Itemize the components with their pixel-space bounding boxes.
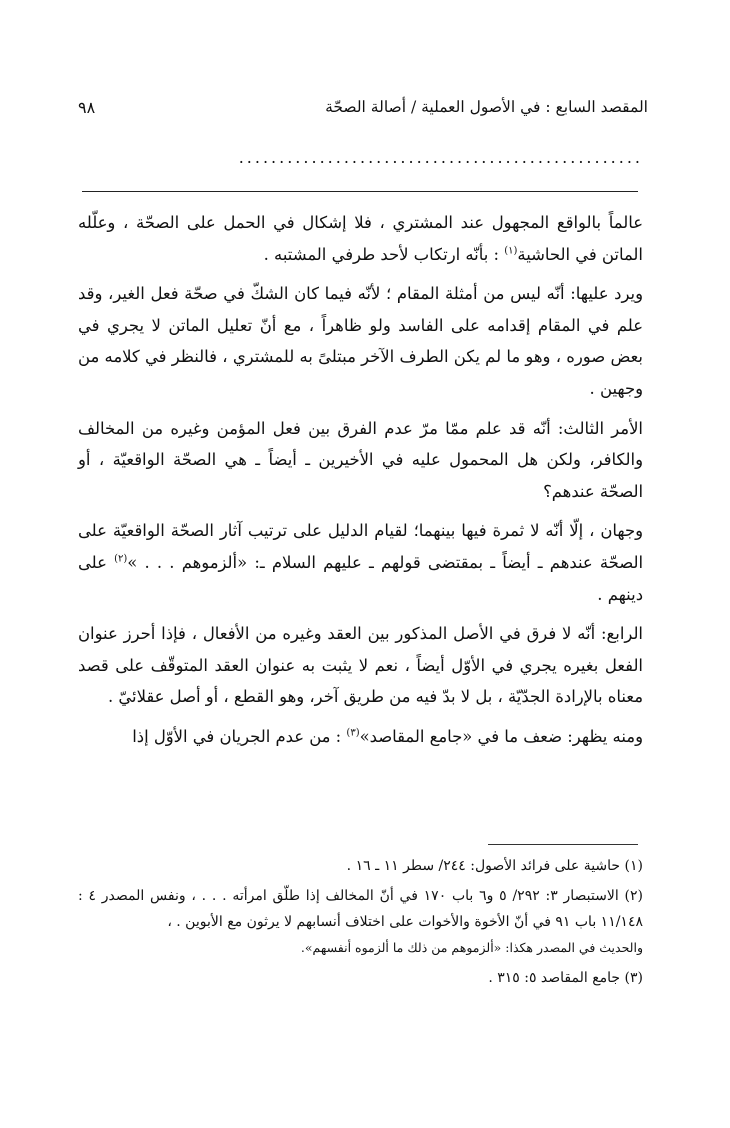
- paragraph-4-text: وجهان ، إلّا أنّه لا ثمرة فيها بينهما؛ لقيام الدليل على ترتيب آثار الصحّة الواقعيّة على الصحّة عندهم ـ أيضاً ـ بمقتضى قولهم ـ عليهم السلام ـ: «ألزموهم . . . »: [78, 521, 643, 572]
- paragraph-4-end: على دينهم .: [78, 552, 643, 604]
- paragraph-1: [78, 207, 643, 270]
- footnotes: [78, 853, 643, 995]
- paragraph-6: [78, 721, 643, 753]
- footnote-1: (١) حاشية على فرائد الأصول: ٢٤٤/ سطر ١١ ـ ١٦ .: [346, 858, 643, 874]
- dotted-separator: ..................................................: [238, 148, 643, 167]
- footnote-ref-3: (٣): [346, 727, 360, 739]
- paragraph-1-text: عالماً بالواقع المجهول عند المشتري ، فلا إشكال في الحمل على الصحّة ، وعلّله الماتن في الحاشية: [78, 213, 643, 264]
- footnote-rule: [488, 844, 638, 845]
- footnote-ref-1: (١): [504, 245, 518, 257]
- running-header: [78, 92, 648, 122]
- paragraph-3: الأمر الثالث: أنّه قد علم ممّا مرّ عدم الفرق بين فعل المؤمن وغيره من المخالف والكافر، ولكن هل المحمول عليه في الأخيرين ـ أيضاً ـ هي الصحّة الواقعيّة ، أو الصحّة عندهم؟: [78, 418, 643, 501]
- main-text: [78, 207, 643, 761]
- paragraph-2: ويرد عليها: أنّه ليس من أمثلة المقام ؛ لأنّه فيما كان الشكّ في صحّة فعل الغير، وقد علم في المقام إقدامه على الفاسد ولو ظاهراً ، مع أنّ تعليل الماتن لا يجري في بعض صوره ، وهو ما لم يكن الطرف الآخر مبتلىً به للمشتري ، فالنظر في كلامه من وجهين .: [78, 284, 643, 398]
- paragraph-4: [78, 515, 643, 610]
- footnote-2: [78, 883, 643, 961]
- footnote-ref-2: (٢): [114, 553, 128, 565]
- paragraph-6-text: ومنه يظهر: ضعف ما في «جامع المقاصد»: [359, 726, 643, 746]
- footnote-2-quote: والحديث في المصدر هكذا: «ألزموهم من ذلك ما ألزموه أنفسهم».: [300, 940, 643, 955]
- page-number: ٩٨: [78, 97, 96, 117]
- footnote-3: (٣) جامع المقاصد ٥: ٣١٥ .: [488, 970, 643, 986]
- footnote-2-text: (٢) الاستبصار ٣: ٢٩٢/ ٥ و٦ باب ١٧٠ في أنّ المخالف إذا طلّق امرأته . . . ، ونفس المصدر ٤ : ١١/١٤٨ باب ٩١ في أنّ الأخوة والأخوات على اختلاف أنسابهم لا يرثون مع الأبوين . ،: [78, 888, 643, 930]
- paragraph-5: الرابع: أنّه لا فرق في الأصل المذكور بين العقد وغيره من الأفعال ، فإذا أحرز عنوان الفعل بغيره يجري في الأوّل أيضاً ، نعم لا يثبت به عنوان العقد المتوقّف على قصد معناه بالإرادة الجدّيّة ، بل لا بدّ فيه من طريق آخر، وهو القطع ، أو أصل عقلائيّ .: [78, 624, 643, 707]
- header-title: المقصد السابع : في الأصول العملية / أصالة الصحّة: [325, 98, 648, 116]
- header-rule: [82, 191, 638, 192]
- paragraph-1-end: : بأنّه ارتكاب لأحد طرفي المشتبه .: [263, 244, 500, 264]
- paragraph-6-end: : من عدم الجريان في الأوّل إذا: [132, 726, 342, 746]
